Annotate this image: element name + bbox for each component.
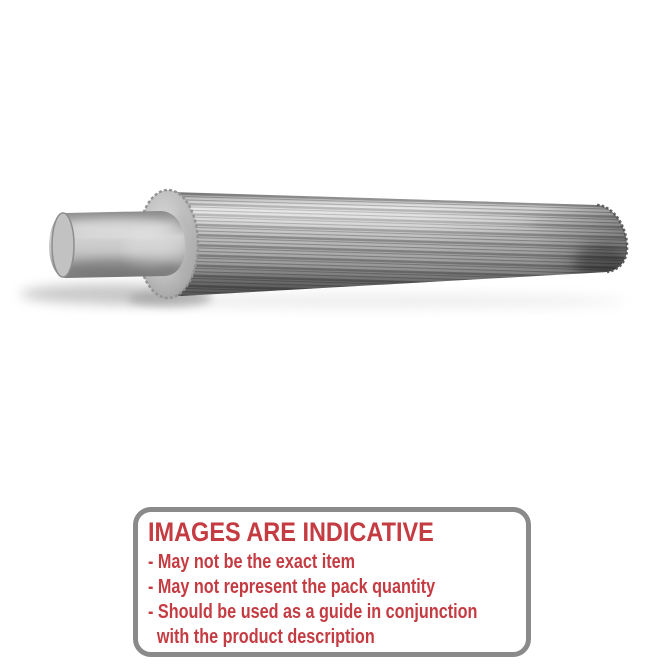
disclaimer-line-guide-conjunction: - Should be used as a guide in conjunction (148, 601, 478, 623)
shaft-end-face (52, 213, 74, 277)
pulley-bar-body (140, 180, 640, 310)
disclaimer-line-exact-item: - May not be the exact item (148, 551, 356, 573)
pilot-shaft (49, 211, 188, 278)
bar-ribs-texture (140, 180, 640, 310)
disclaimer-lines (148, 550, 518, 650)
disclaimer-title: IMAGES ARE INDICATIVE (148, 517, 434, 547)
disclaimer-line-pack-quantity: - May not represent the pack quantity (148, 576, 436, 598)
disclaimer-box (133, 507, 531, 657)
disclaimer-line-product-description: with the product description (156, 626, 375, 648)
